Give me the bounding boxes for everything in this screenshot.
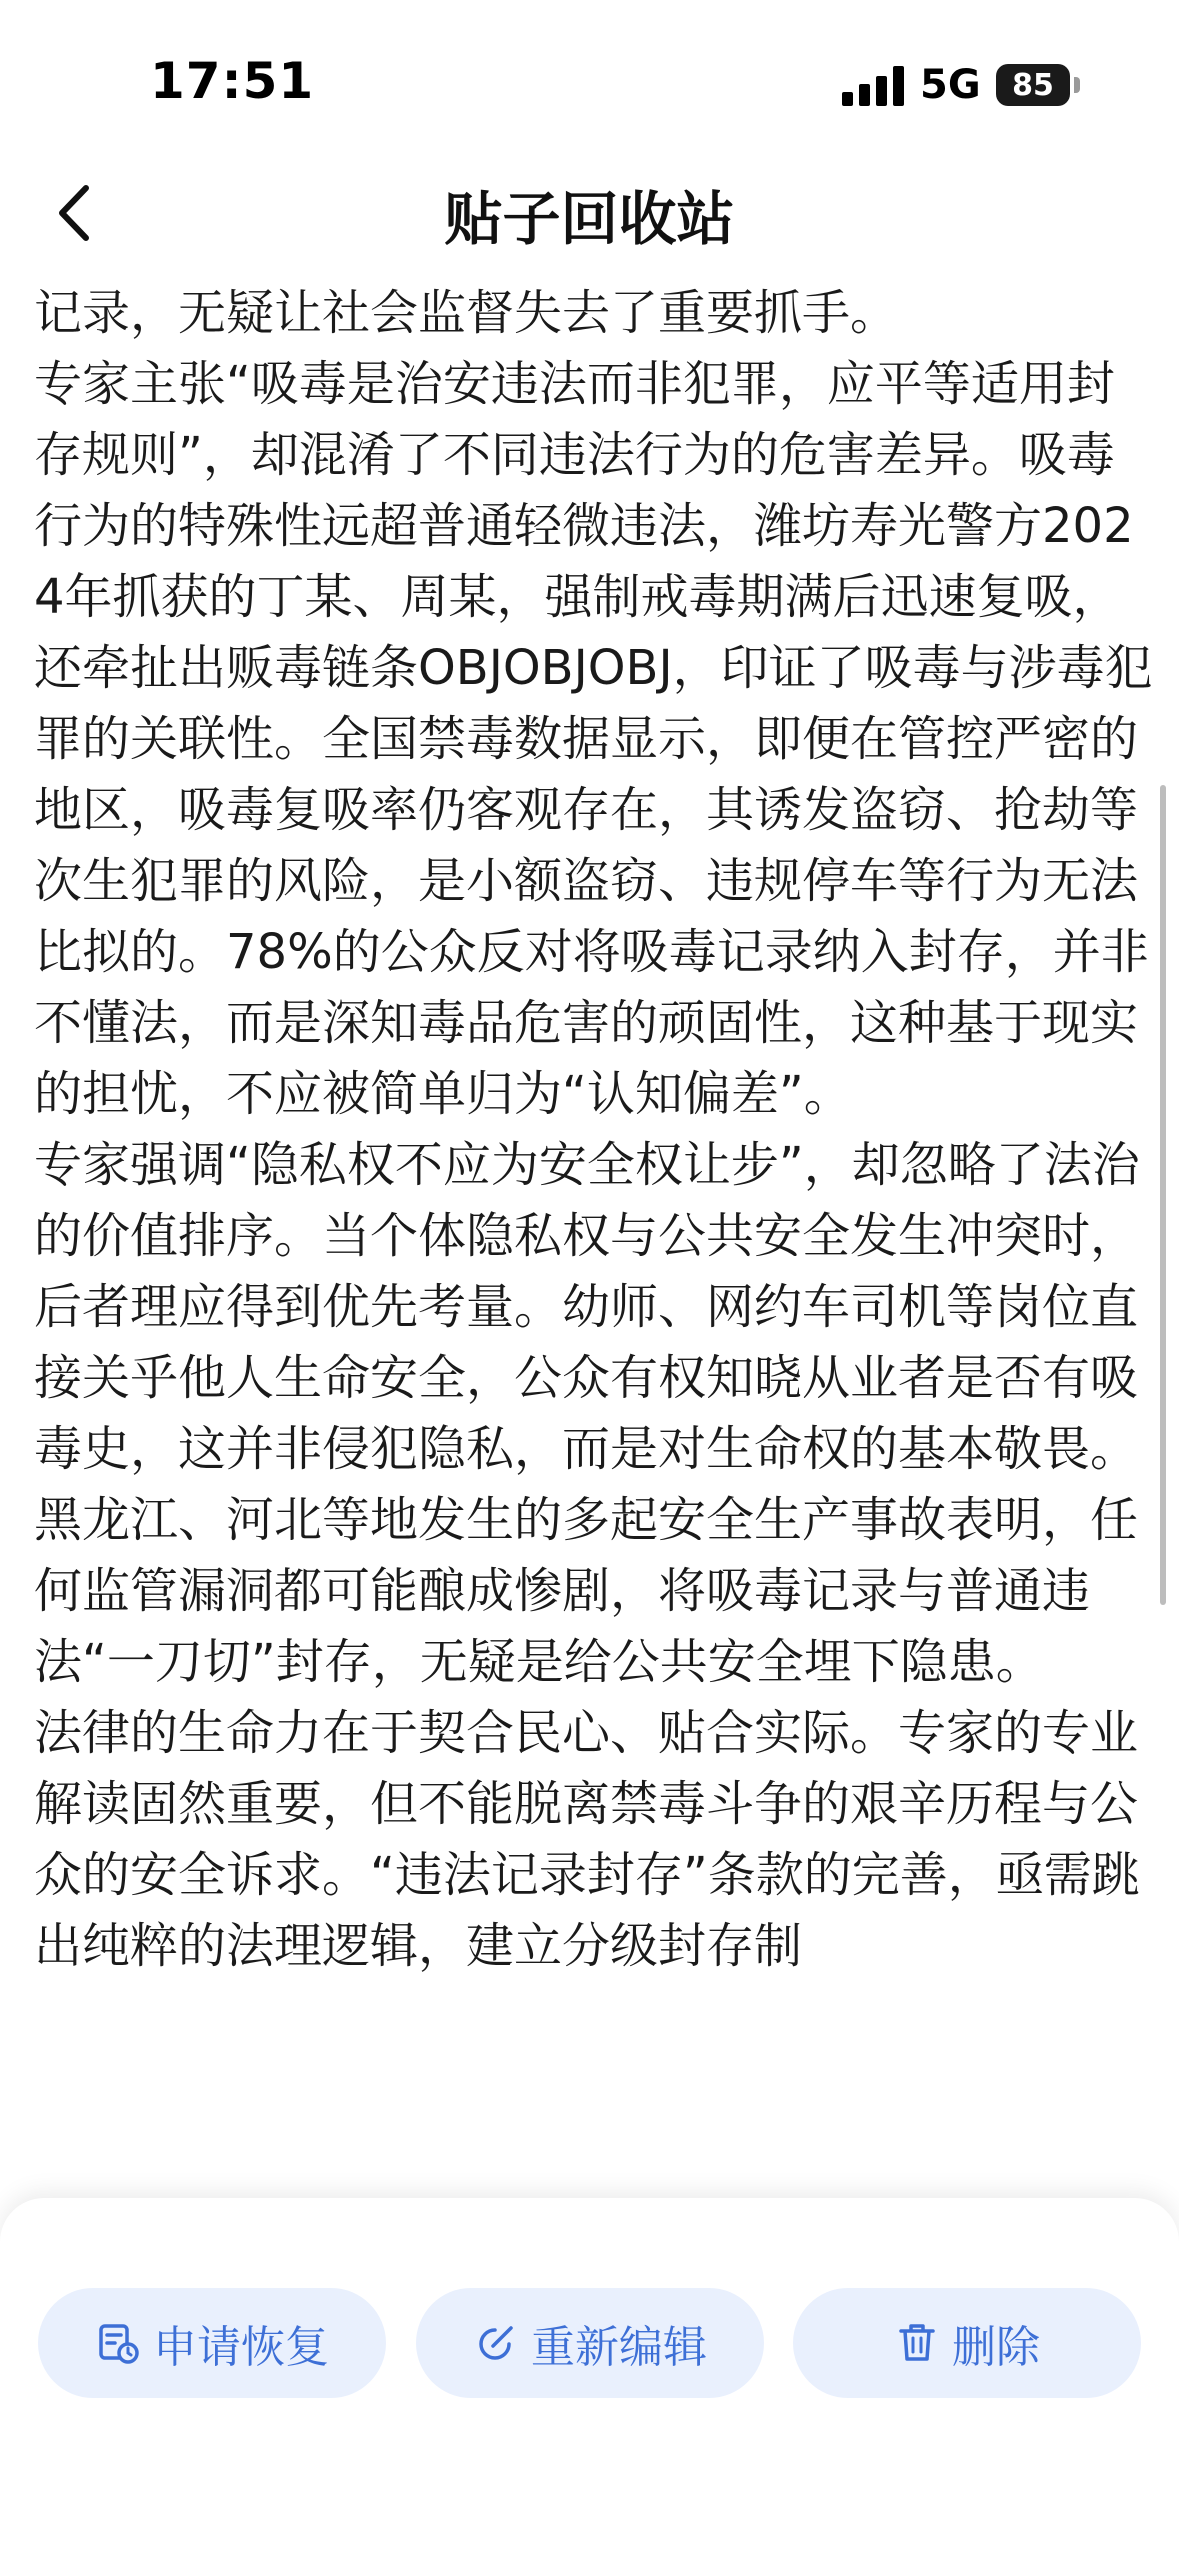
delete-label: 删除	[952, 2322, 1040, 2373]
restore-button[interactable]	[38, 2288, 386, 2398]
scrollbar[interactable]	[1160, 785, 1166, 1605]
edit-button[interactable]	[416, 2288, 764, 2398]
paragraph: 专家强调“隐私权不应为安全权让步”，却忽略了法治的价值排序。当个体隐私权与公共安全发生冲突时，后者理应得到优先考量。幼师、网约车司机等岗位直接关乎他人生命安全，公众有权知晓从业者是否有吸毒史，这并非侵犯隐私，而是对生命权的基本敬畏。黑龙江、河北等地发生的多起安全生产事故表明，任何监管漏洞都可能酿成惨剧，将吸毒记录与普通违法“一刀切”封存，无疑是给公共安全埋下隐患。	[34, 1137, 1140, 1690]
restore-icon	[95, 2320, 141, 2366]
battery-level: 85	[1012, 67, 1054, 103]
status-bar	[0, 0, 1179, 160]
action-bar	[0, 2198, 1179, 2556]
trash-icon	[894, 2320, 940, 2366]
delete-button[interactable]	[793, 2288, 1141, 2398]
post-content	[34, 278, 1156, 2240]
paragraph: 记录，无疑让社会监督失去了重要抓手。	[34, 285, 899, 341]
page-title: 贴子回收站	[444, 185, 735, 253]
chevron-left-icon[interactable]	[46, 178, 106, 248]
network-label: 5G	[920, 62, 981, 108]
nav-bar	[0, 160, 1179, 260]
battery-icon	[996, 64, 1070, 106]
battery-tip	[1074, 77, 1080, 93]
restore-label: 申请恢复	[153, 2322, 329, 2373]
edit-icon	[473, 2320, 519, 2366]
paragraph: 专家主张“吸毒是治安违法而非犯罪，应平等适用封存规则”，却混淆了不同违法行为的危害差异。吸毒行为的特殊性远超普通轻微违法，潍坊寿光警方2024年抓获的丁某、周某，强制戒毒期满后迅速复吸，还牵扯出贩毒链条OBJOBJOBJ，印证了吸毒与涉毒犯罪的关联性。全国禁毒数据显示，即便在管控严密的地区，吸毒复吸率仍客观存在，其诱发盗窃、抢劫等次生犯罪的风险，是小额盗窃、违规停车等行为无法比拟的。78%的公众反对将吸毒记录纳入封存，并非不懂法，而是深知毒品危害的顽固性，这种基于现实的担忧，不应被简单归为“认知偏差”。	[34, 356, 1153, 1122]
status-time: 17:51	[150, 52, 315, 110]
edit-label: 重新编辑	[531, 2322, 707, 2373]
signal-icon	[842, 66, 904, 106]
paragraph: 法律的生命力在于契合民心、贴合实际。专家的专业解读固然重要，但不能脱离禁毒斗争的艰辛历程与公众的安全诉求。“违法记录封存”条款的完善，亟需跳出纯粹的法理逻辑，建立分级封存制	[34, 1705, 1140, 1974]
